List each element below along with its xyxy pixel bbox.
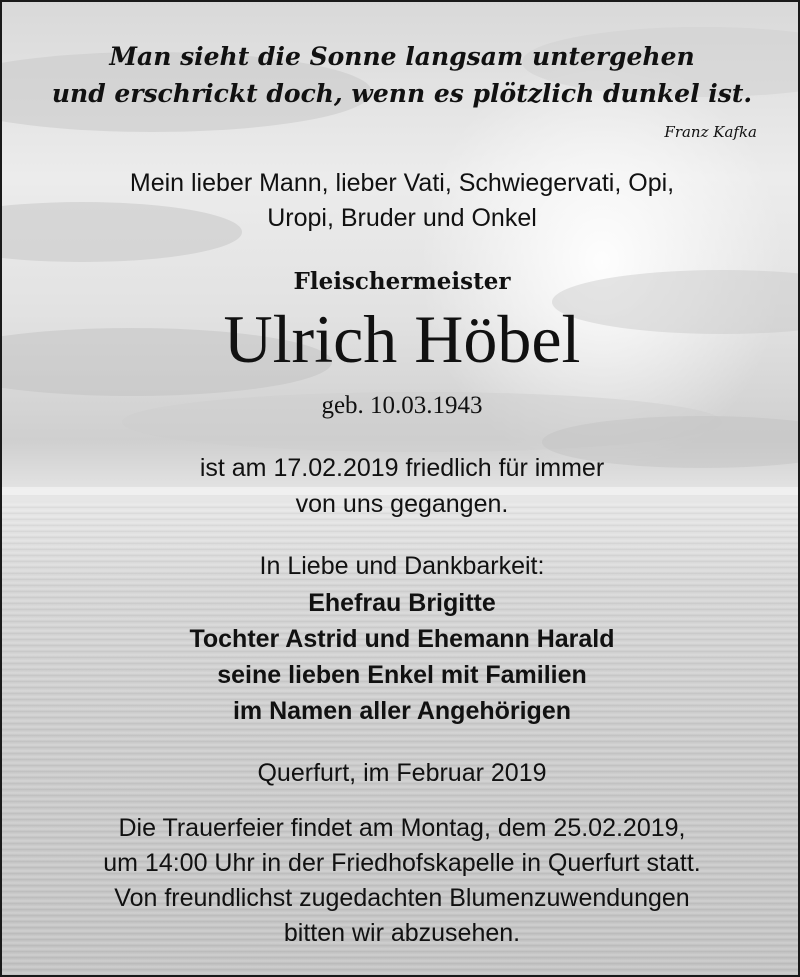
death-line-2: von uns gegangen.: [295, 490, 509, 518]
service-line-3: Von freundlichst zugedachten Blumenzuwendungen: [114, 884, 690, 912]
mourner-name: Tochter Astrid und Ehemann Harald: [189, 625, 615, 653]
obituary-content: [2, 2, 800, 977]
intro-line-2: Uropi, Bruder und Onkel: [267, 204, 537, 232]
service-line-1: Die Trauerfeier findet am Montag, dem 25.02.2019,: [118, 814, 686, 842]
quote-line-1: Man sieht die Sonne langsam untergehen: [109, 42, 695, 71]
death-line-1: ist am 17.02.2019 friedlich für immer: [199, 454, 605, 482]
service-line-4: bitten wir abzusehen.: [283, 919, 521, 947]
quote-author: Franz Kafka: [664, 123, 757, 141]
service-line-2: um 14:00 Uhr in der Friedhofskapelle in Querfurt statt.: [103, 849, 701, 877]
mourner-name: seine lieben Enkel mit Familien: [217, 661, 587, 689]
mourners-heading: In Liebe und Dankbarkeit:: [259, 552, 545, 580]
intro-line-1: Mein lieber Mann, lieber Vati, Schwiegervati, Opi,: [129, 169, 675, 197]
mourner-name: im Namen aller Angehörigen: [232, 697, 572, 725]
quote-line-2: und erschrickt doch, wenn es plötzlich dunkel ist.: [51, 79, 753, 108]
birth-date: geb. 10.03.1943: [321, 392, 483, 419]
deceased-title: Fleischermeister: [293, 268, 511, 295]
mourner-name: Ehefrau Brigitte: [308, 589, 496, 617]
deceased-name: Ulrich Höbel: [223, 301, 581, 377]
place-date: Querfurt, im Februar 2019: [257, 759, 547, 787]
